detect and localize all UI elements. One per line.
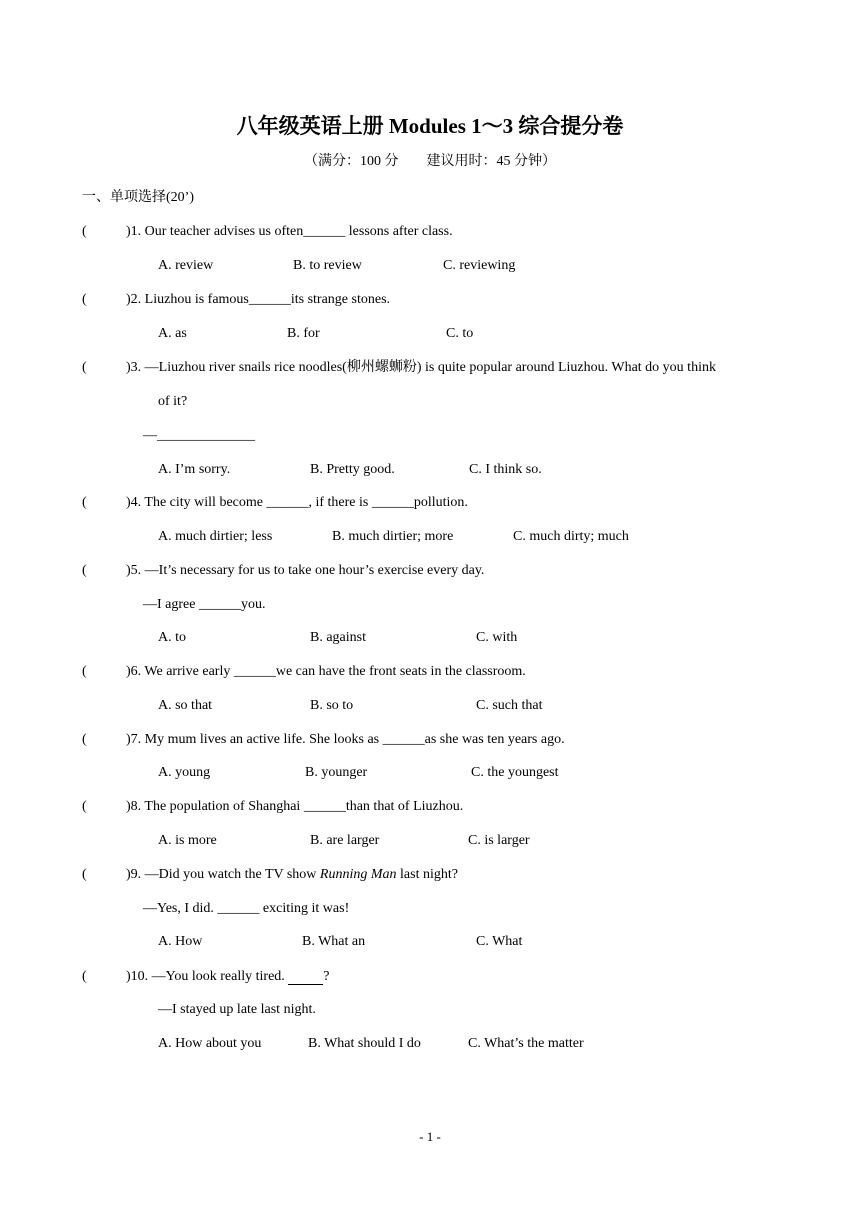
option-c: C. with [476,630,518,645]
option-a: A. review [158,258,214,273]
option-a: A. How about you [158,1036,262,1051]
question-stem: )6. We arrive early ______we can have the front seats in the classroom. [126,664,526,679]
option-a: A. to [158,630,186,645]
option-c: C. much dirty; much [513,529,629,544]
answer-paren: ( [82,563,87,578]
option-c: C. such that [476,698,543,713]
answer-paren: ( [82,224,87,239]
option-a: A. is more [158,833,217,848]
question-stem [126,967,330,987]
option-c: C. is larger [468,833,530,848]
option-b: B. are larger [310,833,380,848]
option-b: B. younger [305,765,368,780]
question-stem-text: )9. —Did you watch the TV show [126,867,320,882]
answer-paren: ( [82,664,87,679]
answer-paren: ( [82,969,87,984]
option-b: B. so to [310,698,354,713]
question-stem-text-end: last night? [396,867,458,882]
question-stem: )5. —It’s necessary for us to take one hour’s exercise every day. [126,563,485,578]
question-stem-text: )10. —You look really tired. [126,969,289,984]
page-title: 八年级英语上册 Modules 1～3 综合提分卷 [236,114,624,138]
question-stem-continued: of it? [158,394,188,409]
option-a: A. I’m sorry. [158,462,231,477]
option-c: C. I think so. [469,462,542,477]
answer-blank [288,969,323,985]
question-stem [126,865,458,885]
question-stem: )3. —Liuzhou river snails rice noodles(柳州螺蛳粉) is quite popular around Liuzhou. What do you think [126,360,716,375]
option-c: C. What’s the matter [468,1036,584,1051]
page-number: - 1 - [419,1129,441,1144]
answer-paren: ( [82,732,87,747]
question-stem-text-end: ? [323,969,330,984]
page-subtitle: （满分：100 分 建议用时：45 分钟） [304,154,556,169]
option-b: B. against [310,630,366,645]
dialogue-reply: —______________ [143,428,255,443]
answer-paren: ( [82,867,87,882]
option-c: C. to [446,326,474,341]
option-b: B. What should I do [308,1036,421,1051]
show-title: Running Man [319,867,397,882]
option-b: B. to review [293,258,362,273]
question-stem: )1. Our teacher advises us often______ lessons after class. [126,224,453,239]
dialogue-reply: —Yes, I did. ______ exciting it was! [143,901,350,916]
question-stem: )7. My mum lives an active life. She looks as ______as she was ten years ago. [126,732,565,747]
option-c: C. the youngest [471,765,559,780]
option-b: B. much dirtier; more [332,529,454,544]
dialogue-reply: —I agree ______you. [143,597,266,612]
question-stem: )8. The population of Shanghai ______than that of Liuzhou. [126,799,464,814]
answer-paren: ( [82,292,87,307]
answer-paren: ( [82,799,87,814]
option-c: C. What [476,934,523,949]
option-b: B. for [287,326,320,341]
dialogue-reply: —I stayed up late last night. [158,1002,316,1017]
question-stem: )4. The city will become ______, if there is ______pollution. [126,495,468,510]
question-stem: )2. Liuzhou is famous______its strange stones. [126,292,391,307]
option-a: A. much dirtier; less [158,529,273,544]
option-a: A. so that [158,698,213,713]
option-b: B. Pretty good. [310,462,395,477]
answer-paren: ( [82,360,87,375]
option-a: A. as [158,326,187,341]
answer-paren: ( [82,495,87,510]
section-heading: 一、单项选择(20’) [82,190,194,205]
option-c: C. reviewing [443,258,516,273]
option-a: A. young [158,765,211,780]
option-a: A. How [158,934,203,949]
option-b: B. What an [302,934,366,949]
